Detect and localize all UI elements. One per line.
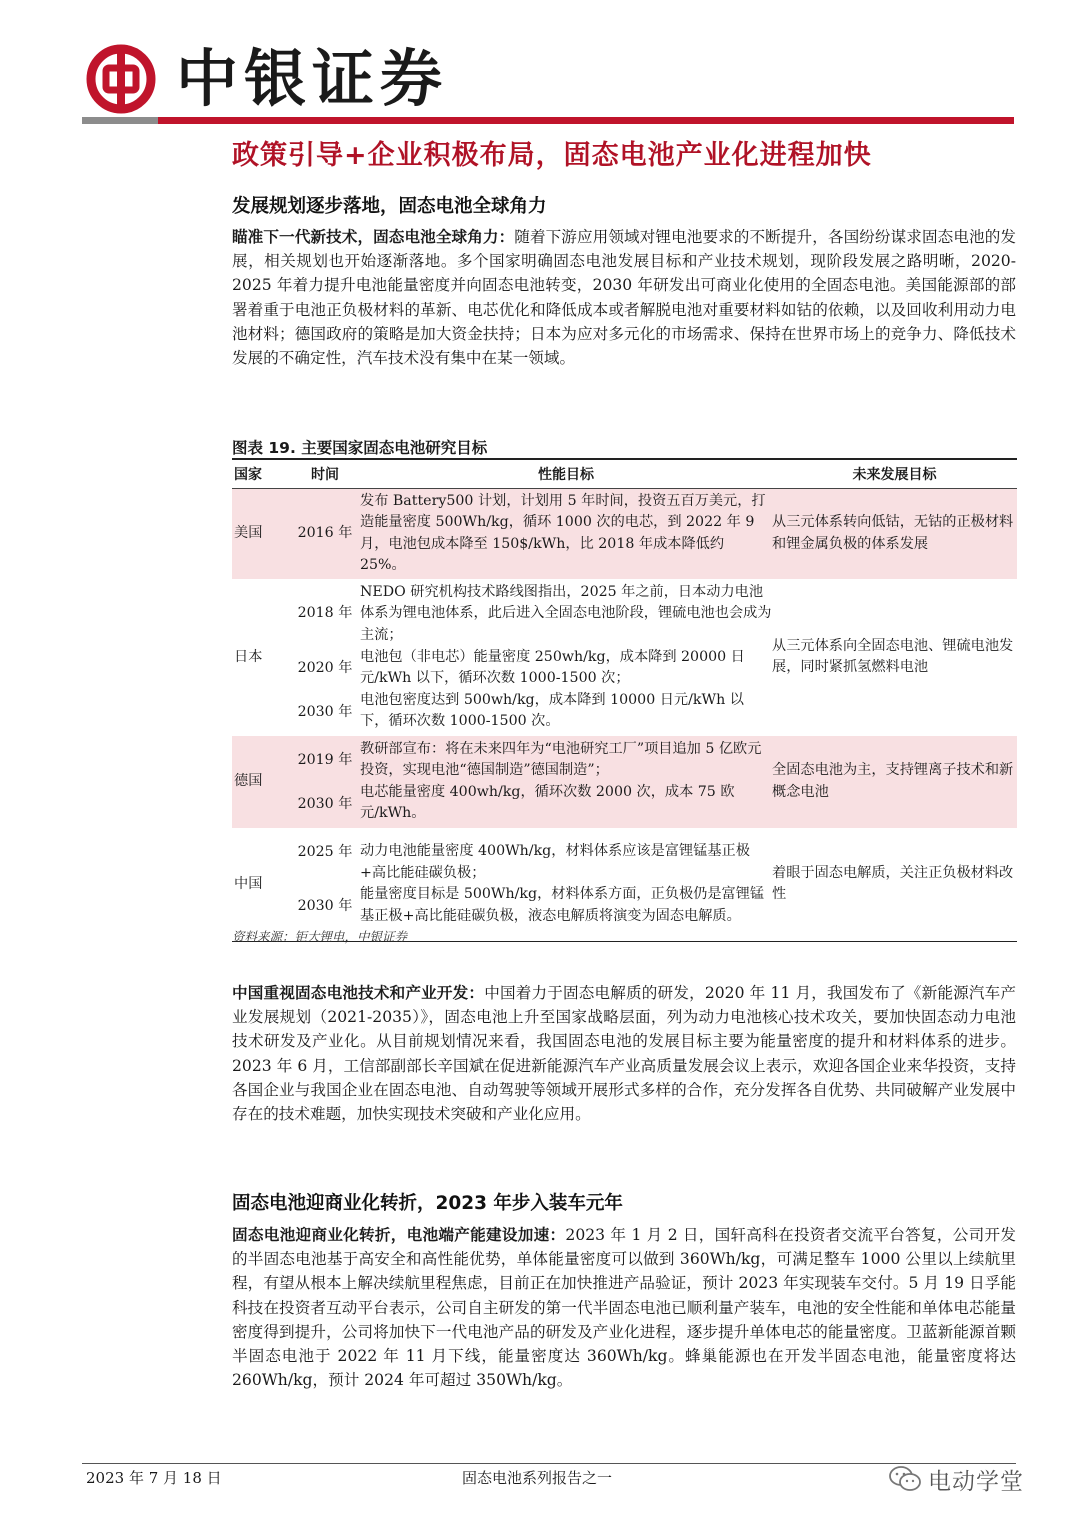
- section-heading-2: 固态电池迎商业化转折，2023 年步入装车元年: [232, 1193, 623, 1214]
- cell-year: 2025 年 2030 年: [290, 828, 360, 942]
- paragraph-1: [232, 225, 1016, 370]
- watermark-text: 电动学堂: [928, 1468, 1024, 1495]
- cell-future: 全固态电池为主，支持锂离子技术和新概念电池: [772, 736, 1017, 828]
- section-heading-1: 发展规划逐步落地，固态电池全球角力: [232, 196, 547, 217]
- table-source: 资料来源：钜大锂电，中银证券: [232, 929, 408, 944]
- cell-future: 从三元体系向全固态电池、锂硫电池发展，同时紧抓氢燃料电池: [772, 637, 1014, 676]
- footer-date: 2023 年 7 月 18 日: [86, 1469, 222, 1487]
- table-row-usa: [232, 488, 1017, 579]
- cell-country: 德国: [232, 736, 290, 828]
- research-goals-table: [232, 458, 1017, 942]
- paragraph-3-lead: 固态电池迎商业化转折，电池端产能建设加速：: [232, 1226, 566, 1244]
- col-header-future: 未来发展目标: [772, 459, 1017, 488]
- header-rule-red: [158, 117, 1014, 124]
- figure-title: 图表 19. 主要国家固态电池研究目标: [232, 439, 488, 457]
- cell-future: 着眼于固态电解质，关注正负极材料改性: [772, 828, 1017, 942]
- table-header-row: [232, 459, 1017, 488]
- paragraph-2-lead: 中国重视固态电池技术和产业开发：: [232, 984, 485, 1002]
- table-row-china: [232, 828, 1017, 942]
- paragraph-2-body: 中国着力于固态电解质的研发，2020 年 11 月，我国发布了《新能源汽车产业发展规划（2021-2035）》，固态电池上升至国家战略层面，列为动力电池核心技术攻关，要加快固态动力电池技术研发及产业化。从目前规划情况来看，我国固态电池的发展目标主要为能量密度的提升和材料体系的进步。2023 年 6 月，工信部副部长辛国斌在促进新能源汽车产业高质量发展会议上表示，欢迎各国企业来华投资，支持各国企业与我国企业在固态电池、自动驾驶等领域开展形式多样的合作，充分发挥各自优势、共同破解产业发展中存在的技术难题，加快实现技术突破和产业化应用。: [232, 984, 1016, 1124]
- cell-year: 2016 年: [290, 488, 360, 579]
- cell-country: 日本: [234, 648, 263, 665]
- col-header-performance: 性能目标: [360, 459, 772, 488]
- paragraph-2: [232, 981, 1016, 1126]
- table-row-japan: [232, 579, 1017, 736]
- cell-performance: 动力电池能量密度 400Wh/kg，材料体系应该是富锂锰基正极+高比能硅碳负极； 能量密度目标是 500Wh/kg，材料体系方面，正负极仍是富锂锰基正极+高比能硅碳负极，液态电解质将演变为固态电解质。: [360, 828, 772, 942]
- paragraph-1-lead: 瞄准下一代新技术，固态电池全球角力：: [232, 228, 515, 246]
- cell-performance: 教研部宣布：将在未来四年为“电池研究工厂”项目追加 5 亿欧元投资，实现电池“德国制造”德国制造”； 电芯能量密度 400wh/kg，循环次数 2000 次，成本 75 欧元/kWh。: [360, 736, 772, 828]
- cell-year: 2019 年 2030 年: [290, 736, 360, 828]
- header-rule-gray: [82, 117, 158, 124]
- paragraph-1-body: 随着下游应用领域对锂电池要求的不断提升，各国纷纷谋求固态电池的发展，相关规划也开始逐渐落地。多个国家明确固态电池发展目标和产业技术规划，现阶段发展之路明晰，2020-2025 年着力提升电池能量密度并向固态电池转变，2030 年研发出可商业化使用的全固态电池。美国能源部的部署着重于电池正负极材料的革新、电芯优化和降低成本或者解脱电池对重要材料如钴的依赖，以及回收利用动力电池材料；德国政府的策略是加大资金扶持；日本为应对多元化的市场需求、保持在世界市场上的竞争力、降低技术发展的不确定性，汽车技术没有集中在某一领域。: [232, 228, 1016, 368]
- footer-rule: [82, 1463, 1016, 1464]
- cell-year: 2018 年 2020 年 2030 年: [297, 604, 353, 720]
- brand-name: 中银证券: [176, 42, 449, 115]
- watermark: [888, 1462, 1024, 1496]
- paragraph-3: [232, 1223, 1016, 1392]
- table-row-germany: [232, 736, 1017, 828]
- cell-country: 中国: [232, 828, 290, 942]
- footer-series: 固态电池系列报告之一: [462, 1469, 613, 1487]
- cell-performance: NEDO 研究机构技术路线图指出，2025 年之前，日本动力电池体系为锂电池体系，此后进入全固态电池阶段，锂硫电池也会成为主流； 电池包（非电芯）能量密度 250wh/kg，成本降到 20000 日元/kWh 以下，循环次数 1000-1500 次； 电池包密度达到 500wh/kg，成本降到 10000 日元/kWh 以下，循环次数 1000-1500 次。: [360, 583, 772, 730]
- col-header-year: 时间: [290, 459, 360, 488]
- page-title: 政策引导+企业积极布局，固态电池产业化进程加快: [232, 140, 872, 171]
- cell-country: 美国: [232, 488, 290, 579]
- cell-future: 从三元体系转向低钴，无钴的正极材料和锂金属负极的体系发展: [772, 488, 1017, 579]
- wechat-icon: [888, 1464, 922, 1494]
- bank-of-china-logo: [86, 44, 156, 114]
- paragraph-3-body: 2023 年 1 月 2 日，国轩高科在投资者交流平台答复，公司开发的半固态电池基于高安全和高性能优势，单体能量密度可以做到 360Wh/kg，可满足整车 1000 公里以上续航里程，有望从根本上解决续航里程焦虑，目前正在加快推进产品验证，预计 2023 年实现装车交付。5 月 19 日孚能科技在投资者互动平台表示，公司自主研发的第一代半固态电池已顺利量产装车，电池的安全性能和单体电芯能量密度得到提升，公司将加快下一代电池产品的研发及产业化进程，逐步提升单体电芯的能量密度。卫蓝新能源首颗半固态电池于 2022 年 11 月下线，能量密度达 360Wh/kg。蜂巢能源也在开发半固态电池，能量密度将达 260Wh/kg，预计 2024 年可超过 350Wh/kg。: [232, 1226, 1016, 1390]
- cell-performance: 发布 Battery500 计划，计划用 5 年时间，投资五百万美元，打造能量密度 500Wh/kg，循环 1000 次的电芯，到 2022 年 9 月，电池包成本降至 150$/kWh，比 2018 年成本降低约 25%。: [360, 488, 772, 579]
- col-header-country: 国家: [232, 459, 290, 488]
